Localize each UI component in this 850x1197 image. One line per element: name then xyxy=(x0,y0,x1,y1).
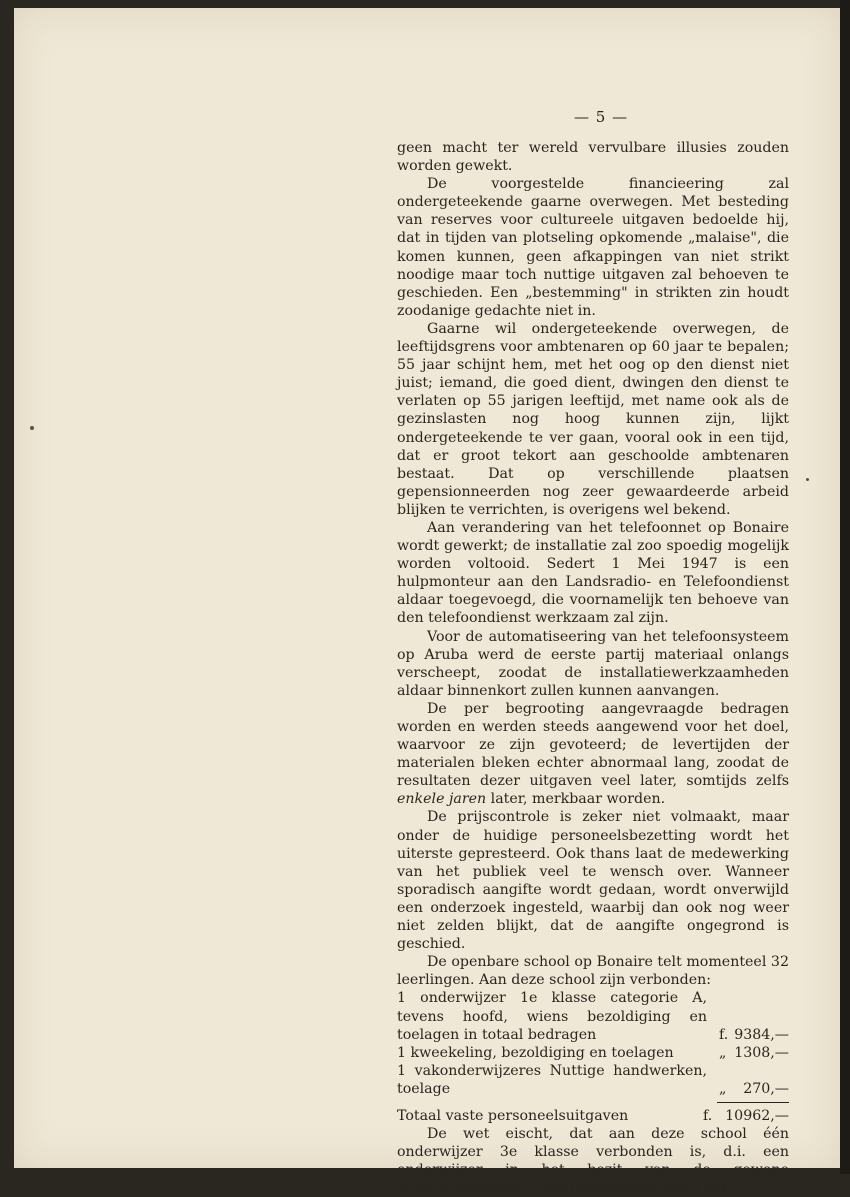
school-item-label: 1 onderwijzer 1e klasse categorie A, tevens hoofd, wiens bezoldiging en toelagen in totaal bedragen xyxy=(397,990,707,1043)
school-item-amount xyxy=(719,1080,789,1098)
school-item-amount xyxy=(719,1044,789,1062)
currency: „ xyxy=(719,1044,727,1061)
closing-paragraph: De wet eischt, dat aan deze school één onderwijzer 3e klasse verbonden is, d.i. een onderwijzer in het bezit van de gewone onderwijzersakte. Ondergeteekende heeft aan xyxy=(397,1126,789,1197)
amount: 270,— xyxy=(743,1080,789,1097)
total-label: Totaal vaste personeelsuitgaven xyxy=(397,1107,629,1124)
amount: 10962,— xyxy=(725,1107,789,1124)
paragraph: Voor de automatiseering van het telefoonsysteem op Aruba werd de eerste partij materiaal onlangs verscheept, zoodat de installatiewerkzaamheden aldaar binnenkort zullen kunnen aanvangen. xyxy=(397,628,789,699)
school-item xyxy=(397,989,789,1043)
paragraph: Gaarne wil ondergeteekende overwegen, de leeftijdsgrens voor ambtenaren op 60 jaar te bepalen; 55 jaar schijnt hem, met het oog op den dienst niet juist; iemand, die goed dient, dwingen den dienst te verlaten op 55 jarigen leeftijd, met name ook als de gezinslasten nog hoog kunnen zijn, lijkt ondergeteekende te ver gaan, vooral ook in een tijd, dat er groot tekort aan geschoolde ambtenaren bestaat. Dat op verschillende plaatsen gepensionneerden nog zeer gewaardeerde arbeid blijken te verrichten, is overigens wel bekend. xyxy=(397,320,789,518)
emphasis-text: enkele jaren xyxy=(397,791,487,808)
paragraph: Aan verandering van het telefoonnet op Bonaire wordt gewerkt; de installatie zal zoo spoedig mogelijk worden voltooid. Sedert 1 Mei 1947 is een hulpmonteur aan den Landsradio- en Telefoondienst aldaar toegevoegd, die voornamelijk ten behoeve van den telefoondienst werkzaam zal zijn. xyxy=(397,519,789,627)
body-text xyxy=(397,139,789,1197)
paper-speck xyxy=(30,426,34,430)
currency: „ xyxy=(719,1080,727,1097)
school-item-label: 1 kweekeling, bezoldiging en toelagen xyxy=(397,1044,674,1061)
paragraph: De prijscontrole is zeker niet volmaakt, maar onder de huidige personeelsbezetting wordt het uiterste gepresteerd. Ook thans laat de medewerking van het publiek veel te wensch over. Wanneer sporadisch aangifte wordt gedaan, wordt onverwijld een onderzoek ingesteld, waarbij dan ook nog weer niet zelden blijkt, dat de aangifte ongegrond is geschied. xyxy=(397,809,789,953)
school-item xyxy=(397,1062,789,1098)
currency: f. xyxy=(719,1026,729,1043)
total-row xyxy=(397,1107,789,1125)
school-intro: De openbare school op Bonaire telt momenteel 32 leerlingen. Aan deze school zijn verbonden: xyxy=(397,954,789,989)
paragraph-text: De per begrooting aangevraagde bedragen worden en werden steeds aangewend voor het doel, waarvoor ze zijn gevoteerd; de levertijden der materialen bleken echter abnormaal lang, zoodat de resultaten dezer uitgaven veel later, somtijds zelfs xyxy=(397,700,789,790)
amount: 1308,— xyxy=(734,1044,789,1061)
paper-speck xyxy=(806,478,809,481)
school-item xyxy=(397,1044,789,1062)
paragraph: De voorgestelde financieering zal ondergeteekende gaarne overwegen. Met besteding van reserves voor cultureele uitgaven bedoelde hij, dat in tijden van plotseling opkomende „malaise", die komen kunnen, geen afkappingen van niet strikt noodige maar toch nuttige uitgaven zal behoeven te geschieden. Een „bestemming" in strikten zin houdt zoodanige gedachte niet in. xyxy=(397,176,789,319)
school-item-label: 1 vakonderwijzeres Nuttige handwerken, toelage xyxy=(397,1062,707,1097)
paragraph-text: later, merkbaar worden. xyxy=(486,791,666,808)
amount: 9384,— xyxy=(734,1026,789,1043)
school-item-amount xyxy=(719,1026,789,1044)
total-amount xyxy=(703,1107,789,1125)
paragraph-prices xyxy=(397,700,789,809)
currency: f. xyxy=(703,1107,713,1124)
document-page xyxy=(14,8,840,1197)
sum-rule xyxy=(717,1102,789,1103)
scan-edge xyxy=(840,0,850,1174)
paragraph: geen macht ter wereld vervulbare illusies zouden worden gewekt. xyxy=(397,140,789,175)
page-number: — 5 — xyxy=(574,108,629,126)
